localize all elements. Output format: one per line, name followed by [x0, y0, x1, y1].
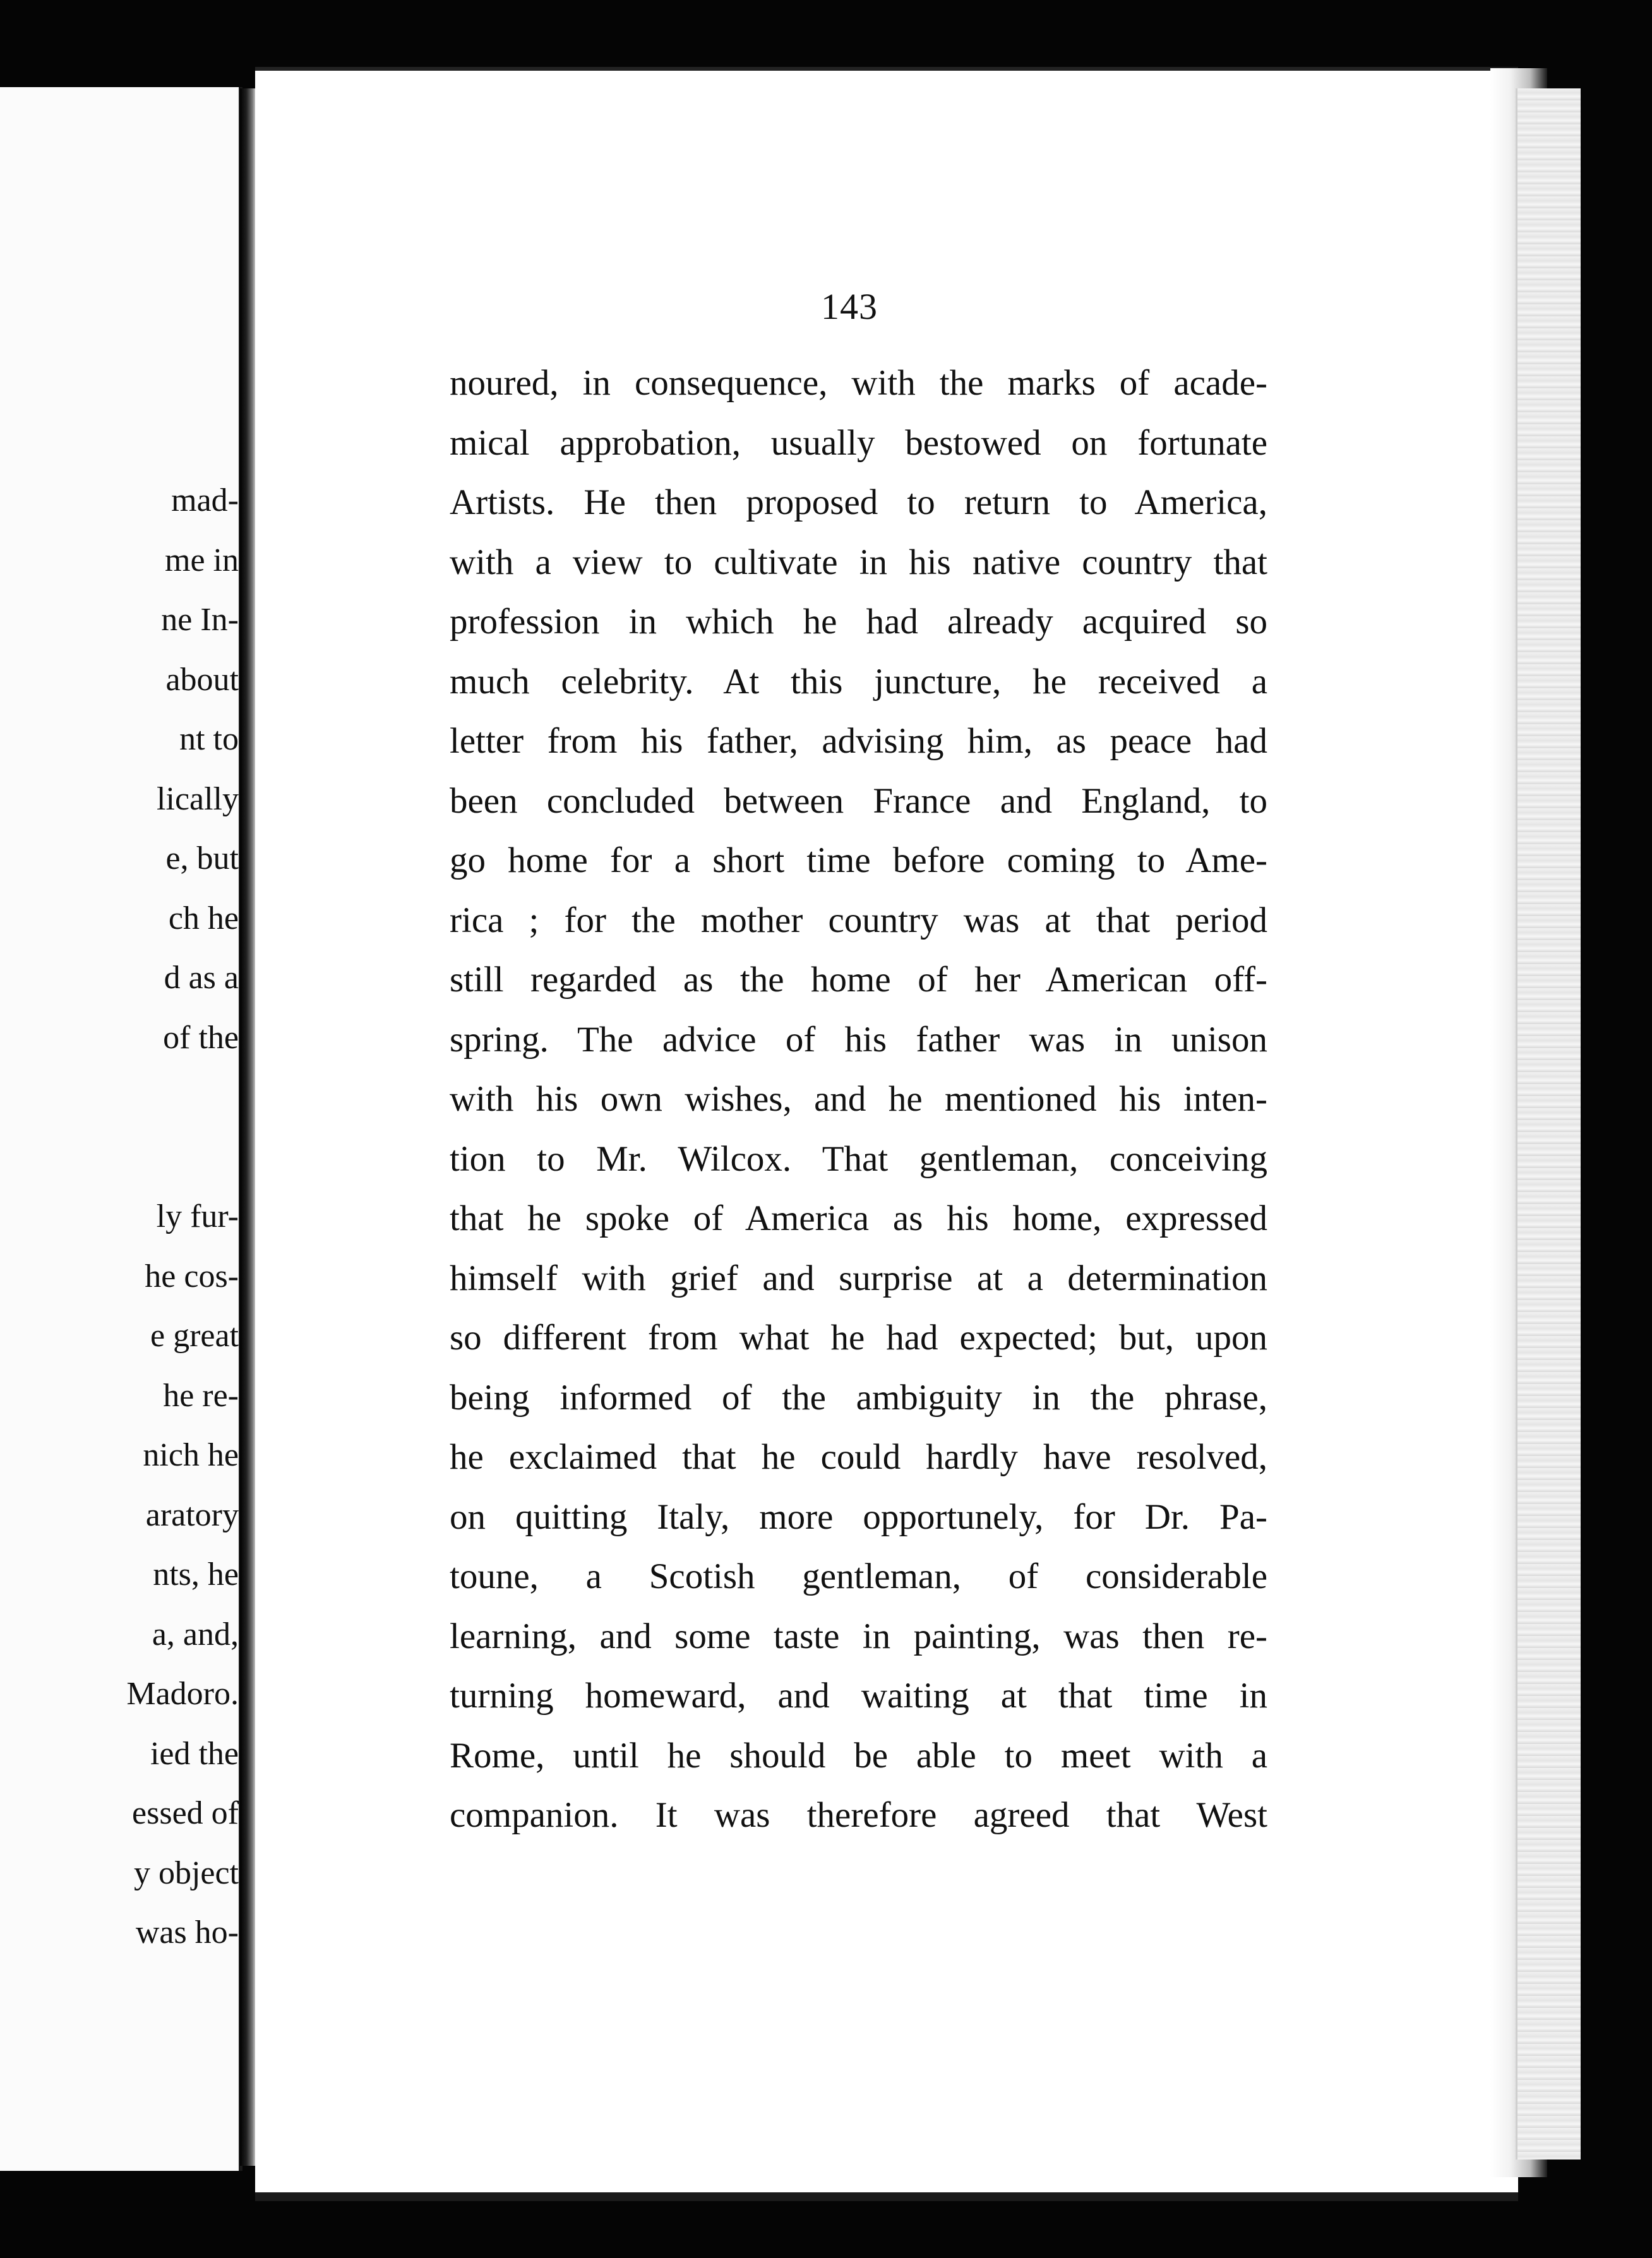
text-line: Artists. He then proposed to return to America, [450, 482, 1267, 522]
left-page-fragment: ch he [168, 900, 239, 936]
text-line: tion to Mr. Wilcox. That gentleman, conceiving [450, 1138, 1267, 1179]
text-line: with his own wishes, and he mentioned his inten- [450, 1079, 1267, 1119]
page-number: 143 [821, 286, 878, 327]
left-page-fragment: nich he [143, 1437, 239, 1473]
left-page-line [0, 1605, 242, 1665]
text-line: himself with grief and surprise at a determination [450, 1258, 1267, 1298]
left-page-line [0, 1903, 242, 1963]
left-page-fragment: d as a [164, 960, 239, 996]
text-line: been concluded between France and England, to [450, 780, 1267, 821]
left-page-fragment: nt to [179, 721, 239, 757]
left-page-fragment: e, but [165, 840, 239, 876]
left-page-line [0, 531, 242, 591]
left-page-line [0, 471, 242, 531]
text-line: turning homeward, and waiting at that time in [450, 1676, 1267, 1716]
left-page-fragment: Madoro. [126, 1676, 239, 1712]
left-page-line [0, 1545, 242, 1605]
left-page-fragment: of the [163, 1019, 239, 1056]
text-line: rica ; for the mother country was at that period [450, 900, 1267, 940]
left-page-line [0, 1486, 242, 1546]
text-line: that he spoke of America as his home, expressed [450, 1198, 1267, 1238]
text-line: letter from his father, advising him, as peace had [450, 721, 1267, 761]
text-line: companion. It was therefore agreed that West [450, 1795, 1267, 1835]
text-line: noured, in consequence, with the marks of acade- [450, 363, 1267, 403]
left-page-line [0, 1844, 242, 1904]
left-page-line [0, 1306, 242, 1366]
text-line: go home for a short time before coming to Ame- [450, 840, 1267, 880]
left-page-line [0, 770, 242, 830]
left-page-line [0, 1784, 242, 1844]
main-text-block [450, 354, 1267, 1846]
text-line: still regarded as the home of her American off- [450, 960, 1267, 1000]
text-line: spring. The advice of his father was in unison [450, 1019, 1267, 1060]
text-line: with a view to cultivate in his native country that [450, 542, 1267, 582]
text-line: on quitting Italy, more opportunely, for Dr. Pa- [450, 1496, 1267, 1537]
left-page-line [0, 1664, 242, 1724]
text-line: mical approbation, usually bestowed on fortunate [450, 422, 1267, 463]
text-line: much celebrity. At this juncture, he received a [450, 661, 1267, 702]
left-page-fragment: me in [165, 542, 239, 578]
left-page-line [0, 889, 242, 949]
left-page-fragment: ne In- [161, 602, 239, 638]
left-page-line [0, 1724, 242, 1784]
text-line: profession in which he had already acquired so [450, 602, 1267, 642]
left-page-fragment: he cos- [145, 1258, 239, 1294]
text-line: being informed of the ambiguity in the phrase, [450, 1377, 1267, 1418]
left-page-line [0, 1068, 242, 1128]
left-page-fragment: ied the [150, 1735, 239, 1772]
left-page-fragment: mad- [171, 482, 239, 518]
left-page-fragment: a, and, [152, 1616, 239, 1652]
left-page-fragment: essed of [132, 1795, 239, 1831]
book-gutter [240, 88, 256, 2166]
left-page-line [0, 1187, 242, 1247]
left-page-fragment: about [165, 661, 239, 698]
left-page-fragment: lically [157, 780, 239, 817]
left-page-line [0, 1008, 242, 1068]
text-line: toune, a Scotish gentleman, of considerable [450, 1556, 1267, 1596]
left-page-fragment: was ho- [135, 1915, 239, 1950]
left-page-line [0, 650, 242, 710]
text-line: learning, and some taste in painting, was then re- [450, 1616, 1267, 1656]
left-page-line [0, 829, 242, 889]
text-line: so different from what he had expected; but, upon [450, 1318, 1267, 1358]
left-page-line [0, 1247, 242, 1307]
text-line: he exclaimed that he could hardly have resolved, [450, 1437, 1267, 1477]
left-facing-page [0, 87, 242, 2171]
left-page-line [0, 948, 242, 1008]
left-page-line [0, 1426, 242, 1486]
left-page-fragment: nts, he [153, 1556, 239, 1592]
left-page-line [0, 710, 242, 770]
left-page-line [0, 590, 242, 650]
left-page-fragment: y object [133, 1855, 239, 1891]
left-page-fragment: e great [150, 1318, 239, 1354]
page-edge-strip [1516, 88, 1581, 2159]
left-page-fragment: he re- [163, 1377, 239, 1414]
left-page-fragment: ly fur- [156, 1198, 239, 1234]
left-page-line [0, 1366, 242, 1426]
left-page-text [0, 471, 239, 1963]
left-page-line [0, 1128, 242, 1188]
left-page-fragment: aratory [145, 1496, 239, 1533]
text-line: Rome, until he should be able to meet with a [450, 1735, 1267, 1776]
